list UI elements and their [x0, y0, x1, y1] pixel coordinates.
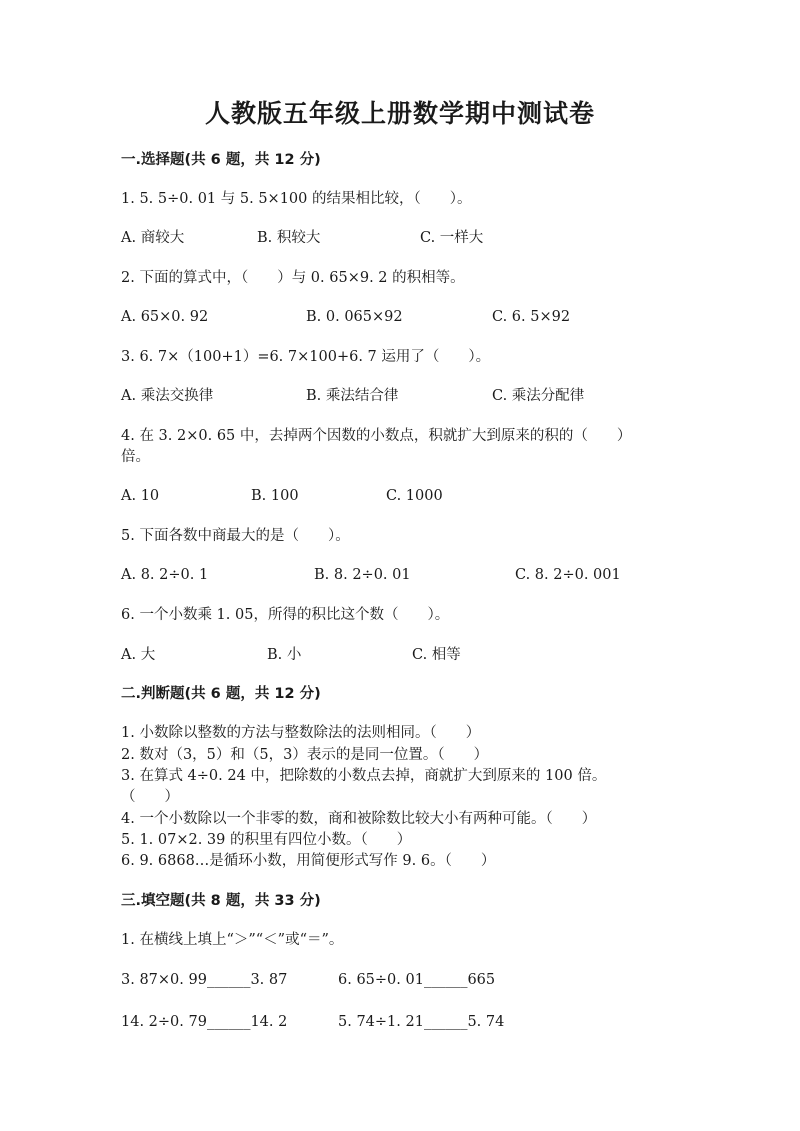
- question-text-continued: 倍。: [121, 449, 150, 465]
- judgment-item-continued: （ ）: [121, 789, 179, 805]
- option-b: B. 100: [251, 488, 299, 504]
- option-c: C. 8. 2÷0. 001: [515, 567, 621, 583]
- option-a: A. 商较大: [121, 230, 185, 246]
- option-c: C. 一样大: [420, 230, 484, 246]
- question-text: 1. 在横线上填上“＞”“＜”或“＝”。: [121, 932, 344, 948]
- page-title: 人教版五年级上册数学期中测试卷: [204, 99, 595, 128]
- section-heading-fill-in: 三.填空题(共 8 题，共 33 分): [121, 893, 321, 909]
- question-text: 2. 下面的算式中，（ ）与 0. 65×9. 2 的积相等。: [121, 270, 465, 286]
- option-c: C. 相等: [412, 647, 461, 663]
- section-heading-choice: 一.选择题(共 6 题，共 12 分): [121, 152, 321, 168]
- option-b: B. 8. 2÷0. 01: [314, 567, 411, 583]
- option-a: A. 65×0. 92: [121, 309, 209, 325]
- section-heading-judgment: 二.判断题(共 6 题，共 12 分): [121, 686, 321, 702]
- option-a: A. 10: [121, 488, 160, 504]
- option-a: A. 乘法交换律: [121, 388, 214, 404]
- option-b: B. 积较大: [257, 230, 321, 246]
- comparison-blank: 5. 74÷1. 21______5. 74: [338, 1014, 505, 1030]
- judgment-item: 4. 一个小数除以一个非零的数，商和被除数比较大小有两种可能。（ ）: [121, 811, 597, 827]
- option-c: C. 1000: [386, 488, 443, 504]
- option-a: A. 8. 2÷0. 1: [121, 567, 209, 583]
- question-text: 4. 在 3. 2×0. 65 中，去掉两个因数的小数点，积就扩大到原来的积的（ ）: [121, 428, 632, 444]
- judgment-item: 6. 9. 6868…是循环小数，用简便形式写作 9. 6。（ ）: [121, 853, 496, 869]
- option-c: C. 6. 5×92: [492, 309, 571, 325]
- comparison-blank: 3. 87×0. 99______3. 87: [121, 972, 288, 988]
- comparison-blank: 14. 2÷0. 79______14. 2: [121, 1014, 288, 1030]
- option-b: B. 乘法结合律: [306, 388, 399, 404]
- question-text: 1. 5. 5÷0. 01 与 5. 5×100 的结果相比较，（ ）。: [121, 191, 472, 207]
- question-text: 5. 下面各数中商最大的是（ ）。: [121, 528, 350, 544]
- judgment-item: 1. 小数除以整数的方法与整数除法的法则相同。（ ）: [121, 725, 481, 741]
- judgment-item: 3. 在算式 4÷0. 24 中，把除数的小数点去掉，商就扩大到原来的 100 倍。: [121, 768, 607, 784]
- option-b: B. 0. 065×92: [306, 309, 403, 325]
- option-b: B. 小: [267, 647, 302, 663]
- judgment-item: 2. 数对（3，5）和（5，3）表示的是同一位置。（ ）: [121, 747, 489, 763]
- option-a: A. 大: [121, 647, 156, 663]
- judgment-item: 5. 1. 07×2. 39 的积里有四位小数。（ ）: [121, 832, 412, 848]
- question-text: 6. 一个小数乘 1. 05，所得的积比这个数（ ）。: [121, 607, 450, 623]
- option-c: C. 乘法分配律: [492, 388, 585, 404]
- comparison-blank: 6. 65÷0. 01______665: [338, 972, 496, 988]
- question-text: 3. 6. 7×（100+1）=6. 7×100+6. 7 运用了（ ）。: [121, 349, 491, 365]
